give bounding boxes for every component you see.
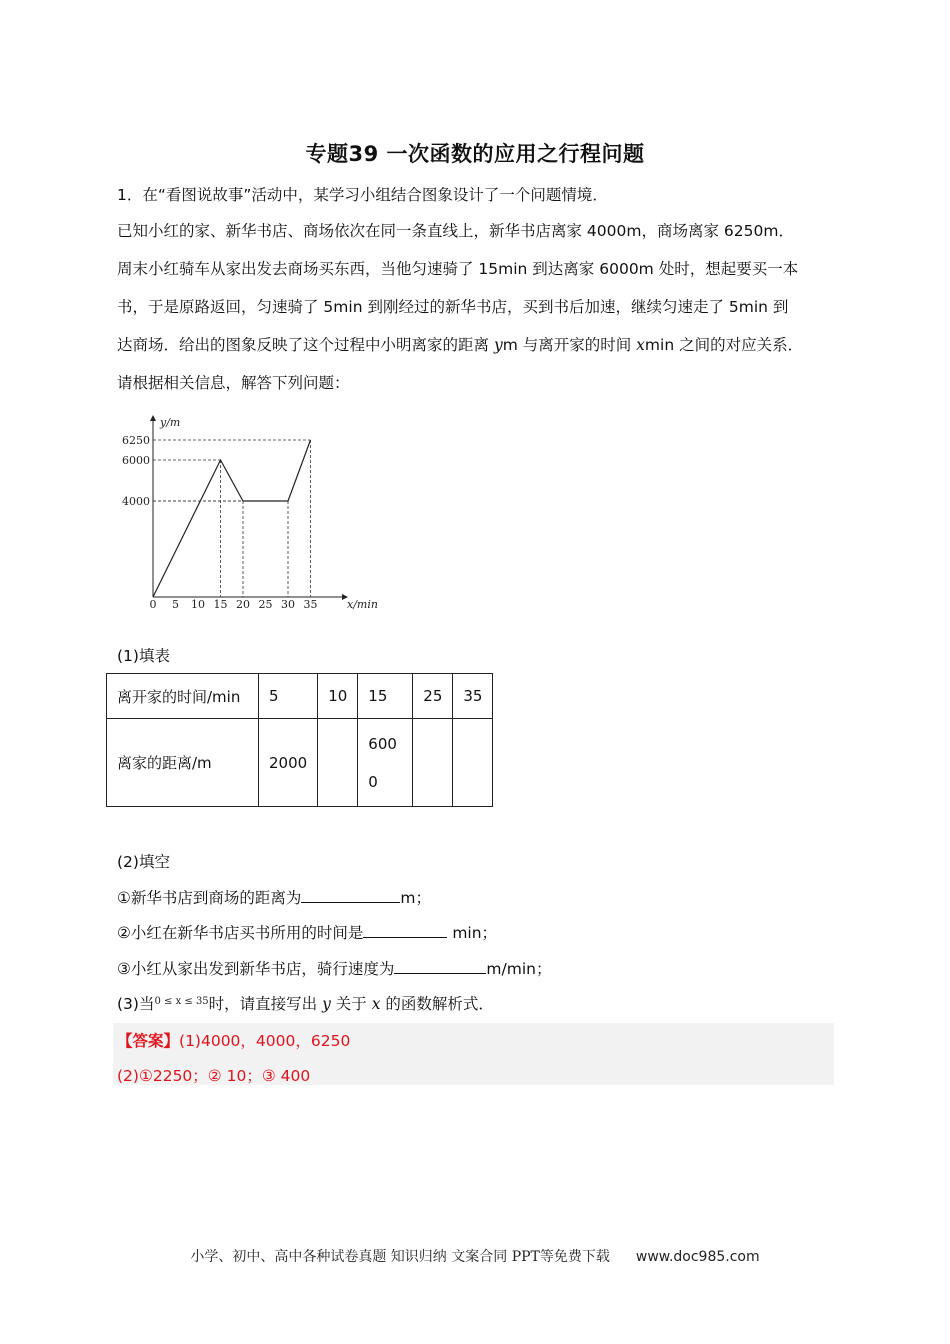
y-tick-label: 4000	[122, 495, 150, 508]
table-header-distance: 离家的距离/m	[107, 719, 259, 807]
table-cell: 2000	[259, 719, 318, 807]
question-intro: 1．在“看图说故事”活动中，某学习小组结合图象设计了一个问题情境．	[117, 186, 608, 204]
part1-label: (1)填表	[117, 647, 170, 665]
distance-line	[153, 440, 311, 597]
part2-q2: ②小红在新华书店买书所用的时间是 min；	[117, 921, 497, 943]
table-cell: 5	[259, 674, 318, 719]
answer-blank[interactable]	[363, 921, 447, 938]
x-tick-label: 20	[236, 598, 250, 611]
answer-line-1: 【答案】(1)4000，4000，6250	[117, 1032, 351, 1050]
x-tick-label: 0	[149, 598, 157, 611]
table-cell-blank[interactable]	[453, 719, 493, 807]
table-row	[107, 719, 493, 807]
footer: 小学、初中、高中各种试卷真题 知识归纳 文案合同 PPT等免费下载 www.doc985.com	[190, 1249, 760, 1265]
x-tick-label: 5	[172, 598, 179, 611]
table-cell: 10	[318, 674, 358, 719]
part2-q3: ③小红从家出发到新华书店，骑行速度为 m/min；	[117, 957, 551, 979]
table-cell: 600 0	[358, 719, 413, 807]
answer-blank[interactable]	[301, 886, 400, 903]
part3-question: (3)当$^{0 \le x \le 35}$时，请直接写出 y 关于 x 的函数解析式．	[117, 995, 494, 1013]
page-title: 专题39 一次函数的应用之行程问题	[305, 142, 645, 166]
x-tick-label: 25	[258, 598, 273, 611]
y-axis-arrow	[150, 415, 156, 421]
distance-time-chart	[110, 405, 390, 625]
x-tick-label: 35	[303, 598, 318, 611]
fill-table	[106, 673, 493, 807]
y-axis-label: y/m	[160, 416, 181, 429]
table-cell: 25	[413, 674, 453, 719]
question-line-4: 达商场．给出的图象反映了这个过程中小明离家的距离 ym 与离开家的时间 xmin 之间的对应关系．	[117, 336, 804, 354]
table-cell: 15	[358, 674, 413, 719]
question-line-1: 已知小红的家、新华书店、商场依次在同一条直线上，新华书店离家 4000m，商场离家 6250m．	[117, 222, 794, 240]
y-tick-label: 6000	[122, 454, 150, 467]
answer-blank[interactable]	[394, 957, 486, 974]
table-cell-blank[interactable]	[318, 719, 358, 807]
table-cell: 35	[453, 674, 493, 719]
answer-line-2: (2)①2250；② 10；③ 400	[117, 1067, 311, 1085]
x-tick-label: 30	[281, 598, 295, 611]
part2-label: (2)填空	[117, 853, 170, 871]
y-tick-label: 6250	[122, 434, 150, 447]
part2-q1: ①新华书店到商场的距离为 m；	[117, 886, 431, 908]
question-line-3: 书，于是原路返回，匀速骑了 5min 到刚经过的新华书店，买到书后加速，继续匀速走了 5min 到	[117, 298, 789, 316]
table-header-time: 离开家的时间/min	[107, 674, 259, 719]
question-line-2: 周末小红骑车从家出发去商场买东西，当他匀速骑了 15min 到达离家 6000m 处时，想起要买一本	[117, 260, 799, 278]
x-tick-label: 10	[191, 598, 205, 611]
table-row	[107, 674, 493, 719]
table-cell-blank[interactable]	[413, 719, 453, 807]
question-line-5: 请根据相关信息，解答下列问题：	[117, 374, 350, 392]
x-axis-label: x/min	[347, 598, 378, 611]
x-tick-label: 15	[213, 598, 228, 611]
